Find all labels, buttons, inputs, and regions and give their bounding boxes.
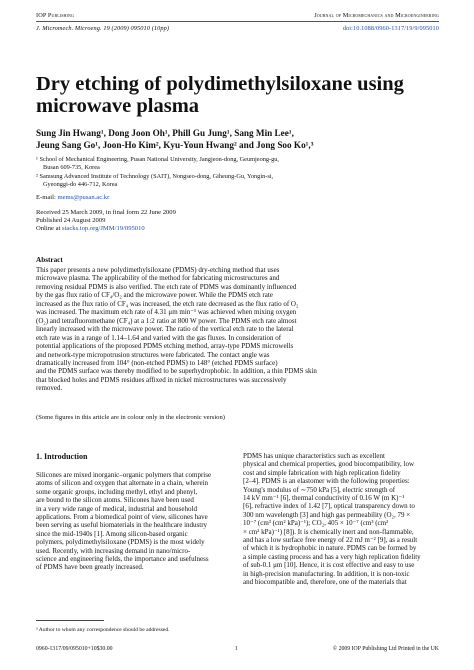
- abstract-heading: Abstract: [36, 256, 63, 264]
- abstract-body: [36, 266, 440, 393]
- abstract-line: by the gas flux ratio of CF₄/O₂ and the microwave power. While the PDMS etch rate: [36, 291, 273, 300]
- body-line: 14 kV mm⁻¹ [6], thermal conductivity of 0.16 W (m K)⁻¹: [243, 494, 405, 503]
- email-label: E-mail:: [36, 194, 58, 201]
- body-line: cost and simple fabrication with high replication fidelity: [243, 468, 401, 477]
- affiliation-line: ¹ School of Mechanical Engineering, Pusan National University, Jangjeon-dong, Geumjeong-gu,: [36, 156, 279, 163]
- body-line: science and engineering fields, the importance and usefulness: [36, 555, 209, 564]
- body-line: of which it is hydrophobic in nature. PDMS can be formed by: [243, 544, 417, 553]
- body-line: in a very wide range of medical, industrial and household: [36, 504, 197, 513]
- body-line: a simple casting process and has a very high replication fidelity: [243, 552, 421, 561]
- body-line: × cm² kPa)⁻¹) [8]). It is chemically inert and non-flammable,: [243, 527, 414, 536]
- body-line: [2–4]. PDMS is an elastomer with the following properties:: [243, 477, 410, 486]
- title-line: Dry etching of polydimethylsiloxane using: [36, 73, 404, 95]
- abstract-line: potential applications of the proposed PDMS etching method, array-type PDMS microwells: [36, 342, 294, 351]
- authors-line: Jeung Sang Go¹, Joon-Ho Kim², Kyu-Youn Hwang² and Jong Soo Ko¹,³: [36, 139, 314, 150]
- abstract-line: that blocked holes and PDMS residues affixed in nickel microstructures was successively: [36, 375, 287, 384]
- online-line: [36, 225, 145, 233]
- body-line: of PDMS have been greatly increased.: [36, 563, 144, 572]
- title-line: microwave plasma: [36, 95, 200, 117]
- citation: J. Micromech. Microeng. 19 (2009) 095010 (10pp): [36, 25, 170, 32]
- abstract-line: This paper presents a new polydimethylsiloxane (PDMS) dry-etching method that uses: [36, 266, 280, 274]
- abstract-line: and the PDMS surface was thereby modified to be superhydrophobic. In addition, a thin PDMS skin: [36, 367, 317, 376]
- body-line: been serving as useful biomaterials in the healthcare industry: [36, 521, 208, 530]
- body-line: used. Recently, with increasing demand in nano/micro-: [36, 546, 191, 555]
- affiliation-line: Busan 609-735, Korea: [43, 164, 100, 171]
- body-line: 10⁻⁷ (cm³ (cm² kPa)⁻¹); CO₂, 405 × 10⁻⁷ (cm³ (cm²: [243, 519, 389, 528]
- published-date: Published 24 August 2009: [36, 217, 106, 224]
- body-line: 300 nm wavelength [3] and high gas permeability (O₂, 79 ×: [243, 510, 411, 519]
- right-column: [243, 452, 439, 587]
- abstract-line: increased as the flux ratio of CF₄ was increased, the etch rate decreased as the flux ratio of O₂: [36, 299, 299, 308]
- paper-title: [36, 73, 404, 117]
- body-line: since the mid-1940s [1]. Among silicon-based organic: [36, 529, 188, 538]
- body-line: some organic groups, including methyl, ethyl and phenyl,: [36, 487, 198, 496]
- journal-name: Journal of Micromechanics and Microengineering: [314, 12, 439, 19]
- online-label: Online at: [36, 225, 63, 232]
- body-line: applications. From a biomedical point of view, silicones have: [36, 513, 208, 522]
- abstract-line: and network-type micropotrusion structures were fabricated. The contact angle was: [36, 350, 270, 359]
- abstract-line: dramatically increased from 104° (non-etched PDMS) to 148° (etched PDMS surface): [36, 358, 278, 367]
- abstract-line: etch rate was in a range of 1.14–1.64 and varied with the gas fluxes. In consideration of: [36, 333, 282, 342]
- abstract-line: was increased. The maximum etch rate of 4.31 μm min⁻¹ was achieved when mixing oxygen: [36, 308, 297, 317]
- abstract-line: (O₂) and tetrafluoromethane (CF₄) at a 1:2 ratio at 800 W power. The PDMS etch rate almost: [36, 316, 297, 325]
- body-line: and has a low surface free energy of 22 mJ m⁻² [9], as a result: [243, 536, 418, 545]
- body-line: PDMS has unique characteristics such as excellent: [243, 452, 385, 460]
- body-line: are bound to the silicon atoms. Silicones have been used: [36, 496, 194, 505]
- publisher-name: IOP Publishing: [36, 12, 74, 19]
- doi-link[interactable]: doi:10.1088/0960-1317/19/9/095010: [342, 25, 439, 32]
- affiliation-line: Gyeonggi-do 446-712, Korea: [43, 181, 118, 188]
- body-line: in high-precision manufacturing. In addition, it is non-toxic: [243, 569, 410, 578]
- page-number: 1: [235, 646, 238, 652]
- abstract-line: removed.: [36, 384, 63, 393]
- body-line: Young's modulus of ∼750 kPa [5], electric strength of: [243, 485, 396, 494]
- body-line: [6], refractive index of 1.42 [7], optical transparency down to: [243, 502, 415, 511]
- abstract-line: removing residual PDMS is also verified. The etch rate of PDMS was dominantly influenced: [36, 282, 297, 291]
- header-rule: [36, 21, 439, 22]
- footnote: ³ Author to whom any correspondence should be addressed.: [36, 627, 170, 633]
- section-heading: 1. Introduction: [36, 452, 88, 461]
- footer-copyright: © 2009 IOP Publishing Ltd Printed in the UK: [332, 646, 439, 652]
- authors-line: Sung Jin Hwang¹, Dong Joon Oh¹, Phill Gu Jung¹, Sang Min Lee¹,: [36, 128, 294, 138]
- footnote-rule: [36, 620, 104, 621]
- left-column: [36, 471, 232, 572]
- body-line: of sub-0.1 μm [10]. Hence, it is cost effective and easy to use: [243, 561, 415, 570]
- online-link[interactable]: stacks.iop.org/JMM/19/095010: [62, 225, 145, 232]
- received-date: Received 25 March 2009, in final form 22 June 2009: [36, 209, 176, 216]
- abstract-line: microwave plasma. The applicability of the method for fabricating microstructures and: [36, 274, 280, 283]
- body-line: polymers, polydimethylsiloxane (PDMS) is the most widely: [36, 538, 205, 547]
- affiliation-line: ² Samsung Advanced Institute of Technology (SAIT), Nongseo-dong, Giheung-Gu, Yongin-si,: [36, 173, 274, 180]
- body-line: physical and chemical properties, good biocompatibility, low: [243, 460, 415, 469]
- body-line: atoms of silicon and oxygen that alternate in a chain, wherein: [36, 479, 209, 488]
- email-link[interactable]: mems@pusan.ac.kr: [57, 194, 110, 201]
- body-line: and biocompatible and, therefore, one of the materials that: [243, 578, 407, 587]
- footer-issn: 0960-1317/09/095010+10$30.00: [36, 646, 113, 652]
- email-line: [36, 194, 109, 202]
- body-line: Silicones are mixed inorganic–organic polymers that comprise: [36, 471, 212, 479]
- colour-note: (Some figures in this article are in colour only in the electronic version): [36, 414, 225, 421]
- author-list: [36, 128, 313, 151]
- abstract-line: linearly increased with the microwave power. The ratio of the vertical etch rate to the lateral: [36, 325, 294, 334]
